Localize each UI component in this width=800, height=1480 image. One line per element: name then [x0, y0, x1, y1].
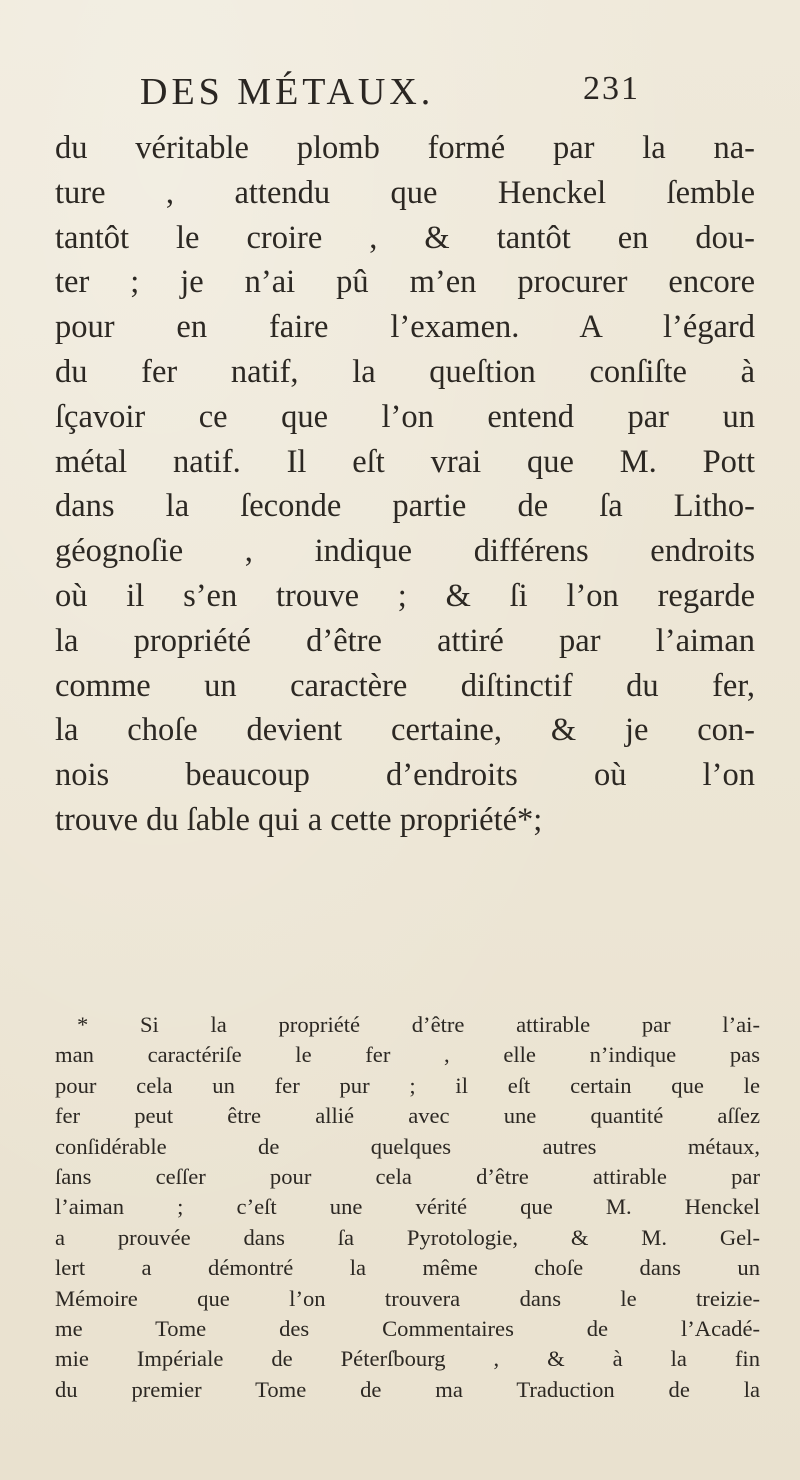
text-line: du fer natif, la queſtion conſiſte à [55, 353, 755, 390]
footnote-line: man caractériſe le fer , elle n’indique pas [55, 1042, 760, 1068]
main-text [55, 126, 755, 843]
footnote-line: mie Impériale de Péterſbourg , & à la fin [55, 1346, 760, 1372]
text-line: dans la ſeconde partie de ſa Litho- [55, 488, 755, 525]
text-line: nois beaucoup d’endroits où l’on [55, 757, 755, 794]
footnote-line: a prouvée dans ſa Pyrotologie, & M. Gel- [55, 1224, 760, 1250]
text-line: où il s’en trouve ; & ſi l’on regarde [55, 577, 755, 614]
footnote-line: pour cela un fer pur ; il eſt certain que le [55, 1072, 760, 1098]
footnote-line: conſidérable de quelques autres métaux, [55, 1133, 760, 1159]
text-line: la propriété d’être attiré par l’aiman [55, 622, 755, 659]
footnote-line: l’aiman ; c’eſt une vérité que M. Henckel [55, 1194, 760, 1220]
text-line: trouve du ſable qui a cette propriété*; [55, 801, 543, 838]
text-line: comme un caractère diſtinctif du fer, [55, 667, 755, 704]
footnote-line: Mémoire que l’on trouvera dans le treizie- [55, 1285, 760, 1311]
text-line: du véritable plomb formé par la na- [55, 130, 755, 166]
text-line: ter ; je n’ai pû m’en procurer encore [55, 264, 755, 301]
page-number: 231 [583, 70, 640, 107]
text-line: pour en faire l’examen. A l’égard [55, 309, 755, 346]
running-head [140, 70, 640, 120]
text-line: ture , attendu que Henckel ſemble [55, 174, 755, 211]
footnote-line: ſans ceſſer pour cela d’être attirable par [55, 1164, 760, 1190]
footnote-line: * Si la propriété d’être attirable par l’ai- [77, 1012, 760, 1037]
footnote-line: lert a démontré la même choſe dans un [55, 1255, 760, 1281]
footnote-line: du premier Tome de ma Traduction de la [55, 1376, 760, 1402]
footnote [55, 1010, 760, 1405]
footnote-line: me Tome des Commentaires de l’Acadé- [55, 1316, 760, 1342]
text-line: géognoſie , indique différens endroits [55, 533, 755, 570]
running-title: DES MÉTAUX. [140, 71, 435, 113]
text-line: métal natif. Il eſt vrai que M. Pott [55, 443, 755, 480]
footnote-line: fer peut être allié avec une quantité aſſez [55, 1103, 760, 1129]
text-line: ſçavoir ce que l’on entend par un [55, 398, 755, 435]
text-line: la choſe devient certaine, & je con- [55, 712, 755, 749]
text-line: tantôt le croire , & tantôt en dou- [55, 219, 755, 256]
